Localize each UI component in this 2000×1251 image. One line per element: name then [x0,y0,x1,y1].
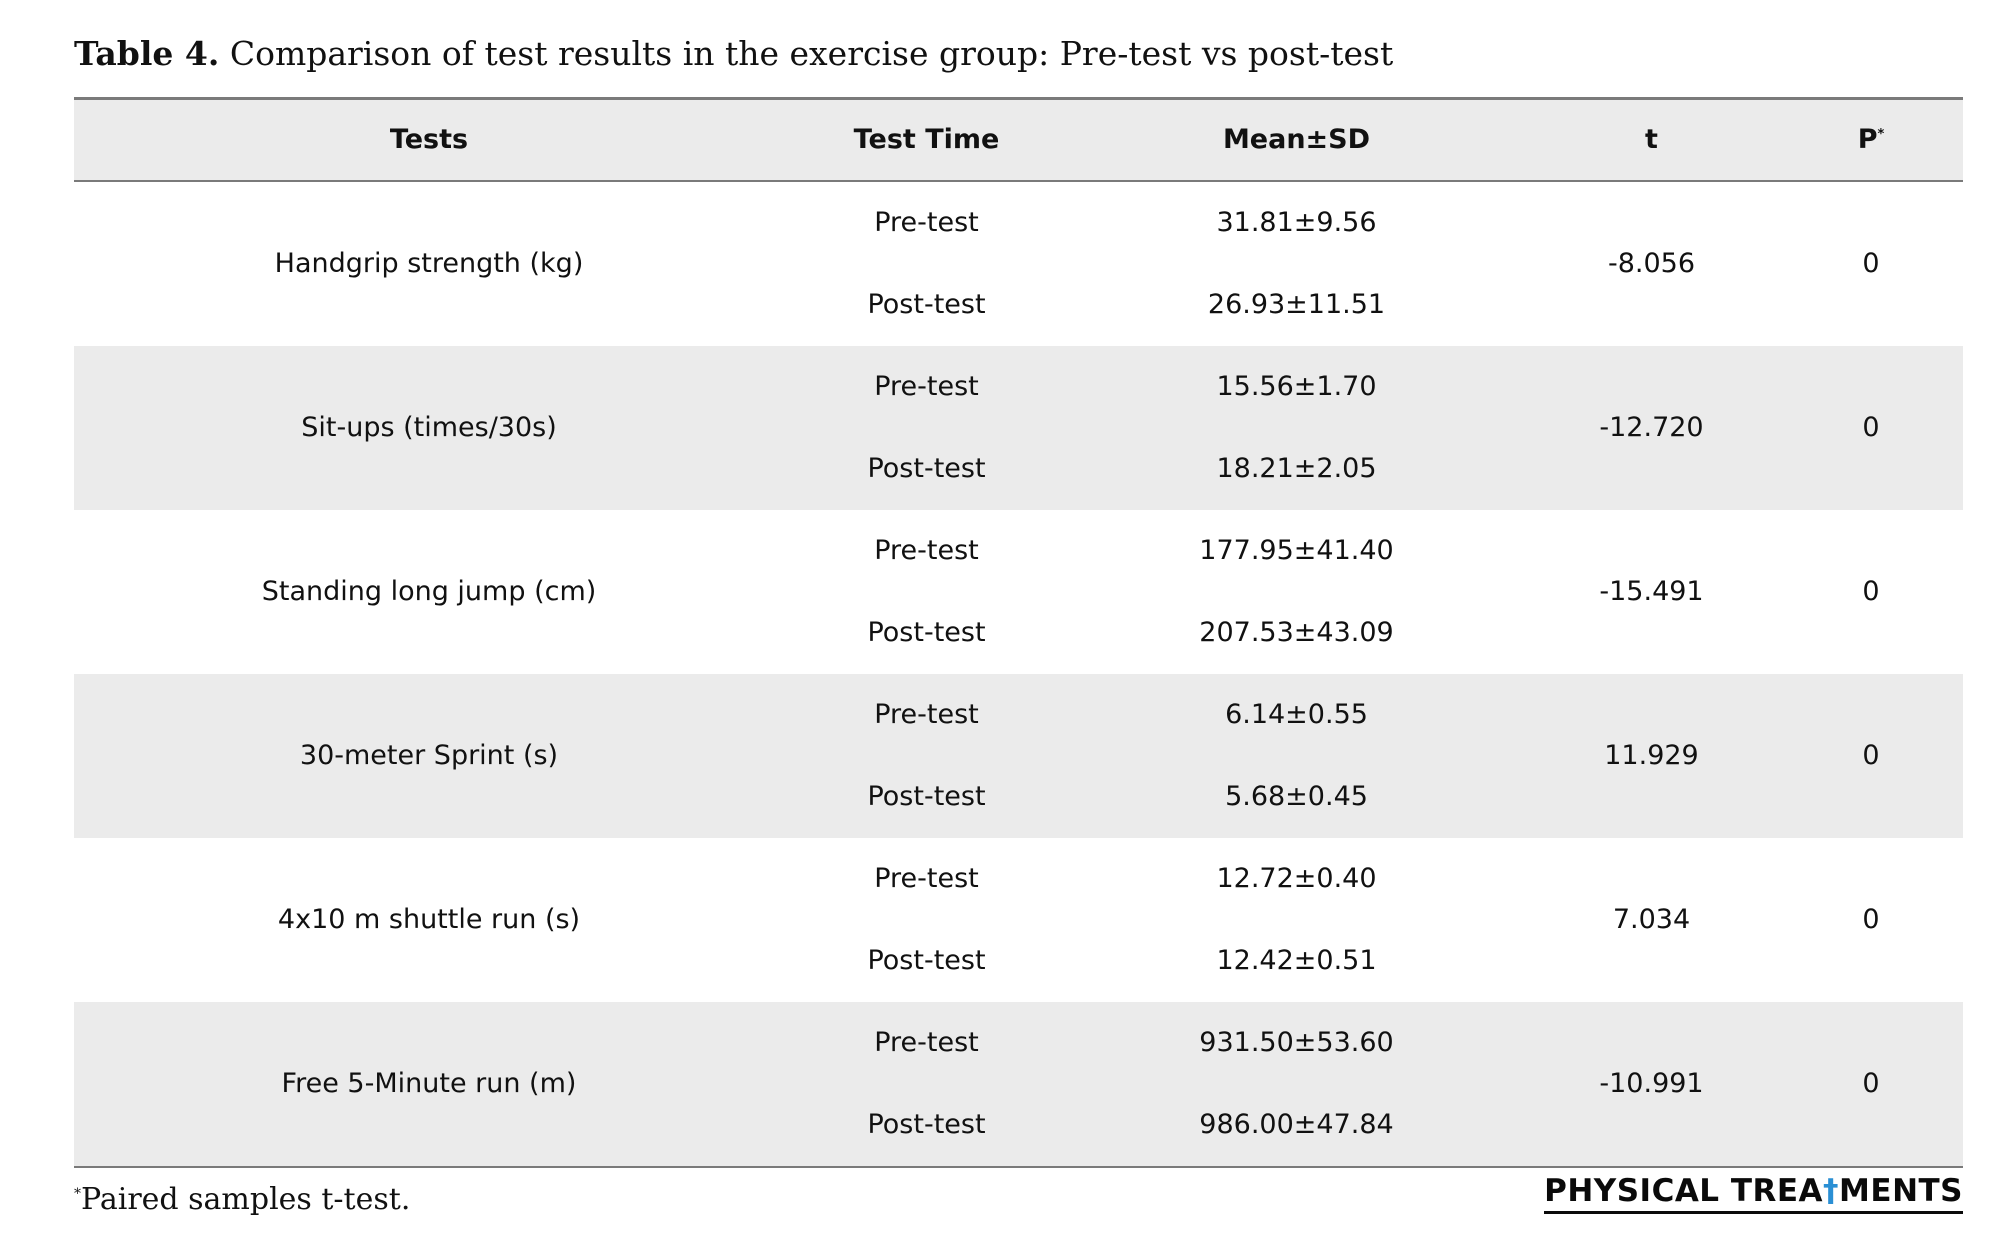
results-table-container [74,97,1963,1168]
mean-sd-pre: 12.72±0.40 [1216,863,1377,894]
journal-logo [1544,1173,1963,1214]
p-value: 0 [1779,346,1963,510]
table-row [74,346,1963,428]
header-p-label: P [1857,124,1878,156]
table-row [74,674,1963,756]
t-value: -15.491 [1599,576,1704,607]
t-value: 7.034 [1612,904,1691,935]
table-caption [74,34,1393,73]
mean-sd-post: 986.00±47.84 [1069,1084,1524,1167]
table-row [74,181,1963,264]
test-name: Free 5-Minute run (m) [74,1002,784,1167]
test-name: 30-meter Sprint (s) [74,674,784,838]
footnote-mark: * [74,1186,81,1202]
mean-sd-post: 18.21±2.05 [1069,428,1524,510]
logo-figure-icon: † [1823,1173,1840,1209]
test-name: 4x10 m shuttle run (s) [277,904,581,935]
test-time-pre: Pre-test [874,207,979,238]
test-time-pre: Pre-test [784,1002,1069,1084]
header-test-time: Test Time [784,99,1069,181]
mean-sd-pre: 931.50±53.60 [1069,1002,1524,1084]
header-mean-sd: Mean±SD [1069,99,1524,181]
test-time-pre: Pre-test [784,346,1069,428]
test-time-post: Post-test [867,617,986,648]
test-time-post: Post-test [784,428,1069,510]
mean-sd-post: 5.68±0.45 [1069,756,1524,838]
test-name: Handgrip strength (kg) [274,248,584,279]
mean-sd-post: 207.53±43.09 [1199,617,1394,648]
t-value: -8.056 [1607,248,1696,279]
mean-sd-post: 12.42±0.51 [1216,945,1377,976]
footnote-text: Paired samples t-test. [81,1182,411,1217]
caption-text: Comparison of test results in the exercise group: Pre-test vs post-test [229,34,1394,73]
test-time-pre: Pre-test [784,674,1069,756]
test-time-pre: Pre-test [874,535,979,566]
t-value: 11.929 [1524,674,1779,838]
header-p [1779,99,1963,181]
logo-text-end: MENTS [1839,1173,1963,1209]
header-t: t [1524,99,1779,181]
table-footnote [74,1182,410,1217]
logo-text-start: PHYSICAL TREA [1544,1173,1824,1209]
results-table [74,97,1963,1168]
mean-sd-pre: 6.14±0.55 [1069,674,1524,756]
table-row [74,1002,1963,1084]
table-row [74,510,1963,592]
mean-sd-pre: 15.56±1.70 [1069,346,1524,428]
p-value: 0 [1862,904,1880,935]
header-row [74,99,1963,181]
test-name: Sit-ups (times/30s) [74,346,784,510]
header-p-mark: * [1877,127,1885,143]
test-time-post: Post-test [784,1084,1069,1167]
test-time-post: Post-test [784,756,1069,838]
t-value: -12.720 [1524,346,1779,510]
p-value: 0 [1862,248,1880,279]
header-tests: Tests [74,99,784,181]
test-time-pre: Pre-test [874,863,979,894]
p-value: 0 [1779,1002,1963,1167]
test-name: Standing long jump (cm) [261,576,597,607]
mean-sd-pre: 177.95±41.40 [1199,535,1394,566]
table-row [74,838,1963,920]
p-value: 0 [1862,576,1880,607]
caption-label: Table 4. [74,34,220,73]
mean-sd-post: 26.93±11.51 [1207,289,1386,320]
test-time-post: Post-test [867,289,986,320]
test-time-post: Post-test [867,945,986,976]
t-value: -10.991 [1524,1002,1779,1167]
mean-sd-pre: 31.81±9.56 [1216,207,1377,238]
p-value: 0 [1779,674,1963,838]
